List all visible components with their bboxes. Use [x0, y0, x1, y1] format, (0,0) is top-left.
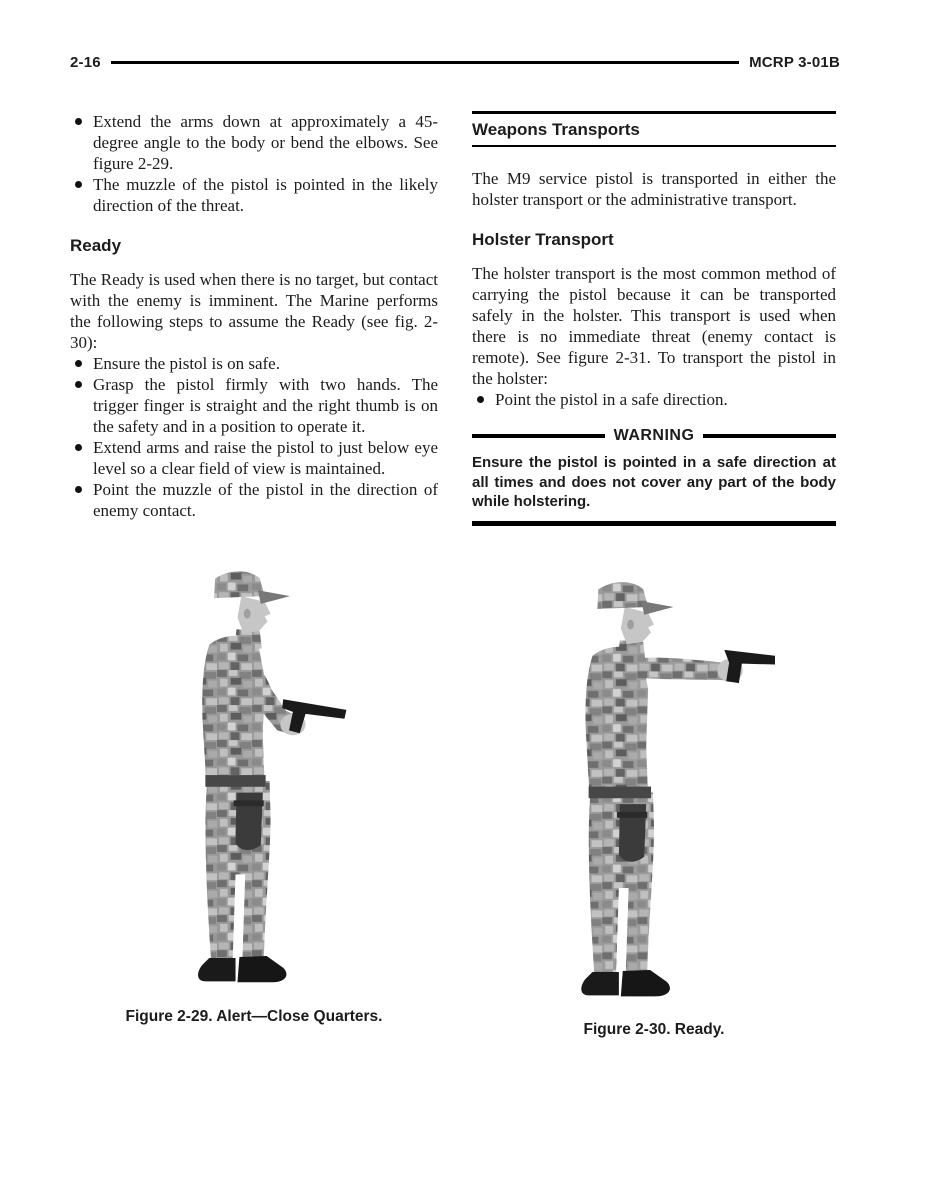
bullet-text: Extend the arms down at approximately a 45-degree angle to the body or bend the elbows. See figure 2-29. — [93, 112, 438, 173]
figure-caption: Figure 2-30. Ready. — [583, 1020, 725, 1038]
list-item — [70, 374, 438, 437]
list-item — [472, 389, 836, 410]
bullet-text: Point the muzzle of the pistol in the direction of enemy contact. — [93, 480, 438, 520]
holster-transport-heading: Holster Transport — [472, 230, 614, 249]
weapons-transports-paragraph: The M9 service pistol is transported in either the holster transport or the administrative transport. — [472, 169, 836, 209]
weapons-transports-heading-block — [472, 111, 836, 147]
warning-text: Ensure the pistol is pointed in a safe direction at all times and does not cover any part of the body while holstering. — [472, 454, 836, 510]
soldier-alert-close-quarters-photo — [147, 565, 361, 993]
bullet-icon — [75, 381, 82, 388]
warning-header — [472, 427, 836, 445]
right-column — [472, 111, 836, 1039]
bullet-icon — [477, 396, 484, 403]
bullet-icon — [75, 181, 82, 188]
figure-2-29 — [70, 565, 438, 1026]
warning-label: WARNING — [613, 427, 695, 444]
left-column — [70, 111, 438, 1039]
figure-caption: Figure 2-29. Alert—Close Quarters. — [125, 1008, 383, 1025]
list-item — [70, 479, 438, 521]
page-header — [0, 0, 926, 71]
ready-heading: Ready — [70, 236, 122, 255]
bullet-icon — [75, 118, 82, 125]
alert-bullet-list — [70, 111, 438, 216]
weapons-transports-heading: Weapons Transports — [472, 120, 640, 139]
header-rule — [111, 61, 739, 64]
warning-block — [472, 427, 836, 526]
list-item — [70, 437, 438, 479]
list-item — [70, 111, 438, 174]
ready-intro-paragraph: The Ready is used when there is no target, but contact with the enemy is imminent. The Marine performs the following steps to assume the Ready (see fig. 2-30): — [70, 270, 438, 352]
two-column-body — [0, 111, 926, 1039]
bullet-icon — [75, 444, 82, 451]
heading-rule-bottom — [472, 145, 836, 147]
page-number: 2-16 — [70, 54, 101, 71]
bullet-text: The muzzle of the pistol is pointed in the likely direction of the threat. — [93, 175, 438, 215]
warning-rule-right — [703, 434, 836, 438]
holster-bullet-list — [472, 389, 836, 410]
ready-steps-list — [70, 353, 438, 521]
warning-rule-bottom — [472, 521, 836, 526]
bullet-text: Ensure the pistol is on safe. — [93, 354, 280, 373]
bullet-text: Extend arms and raise the pistol to just below eye level so a clear field of view is maintained. — [93, 438, 438, 478]
figure-2-30 — [472, 566, 836, 1039]
bullet-icon — [75, 486, 82, 493]
soldier-ready-photo — [532, 566, 776, 1010]
list-item — [70, 353, 438, 374]
doc-code: MCRP 3-01B — [749, 54, 840, 71]
bullet-text: Grasp the pistol firmly with two hands. The trigger finger is straight and the right thumb is on the safety and in a position to operate it. — [93, 375, 438, 436]
list-item — [70, 174, 438, 216]
bullet-text: Point the pistol in a safe direction. — [495, 390, 728, 409]
holster-transport-paragraph: The holster transport is the most common method of carrying the pistol because it can be transported safely in the holster. This transport is used when there is no immediate threat (enemy contact is remote). See figure 2-31. To transport the pistol in the holster: — [472, 264, 836, 388]
warning-rule-left — [472, 434, 605, 438]
bullet-icon — [75, 360, 82, 367]
